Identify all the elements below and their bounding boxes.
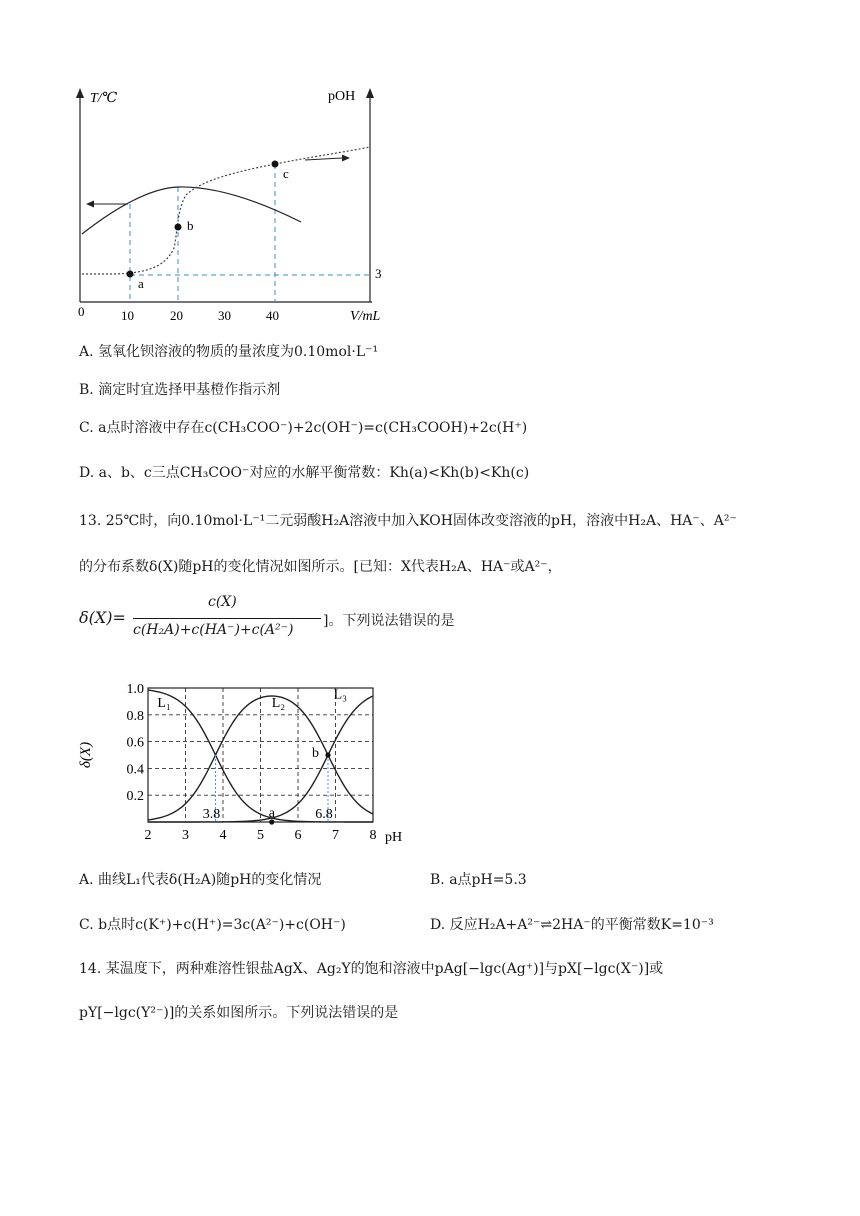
x-tick-40: 40 bbox=[266, 308, 279, 323]
q13-option-c: C. b点时c(K⁺)+c(H⁺)=3c(A²⁻)+c(OH⁻) bbox=[79, 917, 346, 933]
point-b bbox=[325, 752, 330, 757]
x-tick-label: 3 bbox=[182, 828, 189, 843]
x-tick-label: 7 bbox=[332, 828, 339, 843]
y-tick-label: 0.8 bbox=[126, 708, 144, 724]
right-tick-3: 3 bbox=[375, 266, 382, 281]
q13-option-a: A. 曲线L₁代表δ(H₂A)随pH的变化情况 bbox=[79, 872, 322, 888]
point-a-label: a bbox=[138, 276, 144, 291]
q13-formula-fraction-bar bbox=[133, 618, 321, 619]
series-label-L3: L₃ bbox=[333, 687, 348, 703]
q12-option-b: B. 滴定时宜选择甲基橙作指示剂 bbox=[79, 382, 281, 398]
y-tick-label: 0.4 bbox=[126, 762, 144, 778]
q13-formula-numerator: c(X) bbox=[208, 594, 237, 610]
pka-label: 3.8 bbox=[202, 807, 221, 822]
x-label: V/mL bbox=[350, 309, 381, 324]
q13-line-2: 的分布系数δ(X)随pH的变化情况如图所示。[已知：X代表H₂A、HA⁻或A²⁻， bbox=[79, 559, 562, 575]
q13-formula-lhs: δ(X)= bbox=[79, 608, 126, 627]
q13-option-b: B. a点pH=5.3 bbox=[430, 872, 527, 888]
y-left-label: T/℃ bbox=[90, 91, 118, 106]
q13-formula-denominator: c(H₂A)+c(HA⁻)+c(A²⁻) bbox=[133, 622, 294, 638]
distribution-chart bbox=[70, 672, 420, 852]
series-label-L1: L₁ bbox=[157, 695, 171, 711]
x-axis-label: pH bbox=[385, 830, 403, 845]
x-tick-label: 2 bbox=[144, 828, 152, 843]
point-c-label: c bbox=[283, 166, 289, 181]
q13-formula-tail: ]。下列说法错误的是 bbox=[323, 613, 455, 629]
q14-line-1: 14. 某温度下，两种难溶性银盐AgX、Ag₂Y的饱和溶液中pAg[−lgc(Ag⁺)]与pX[−lgc(X⁻)]或 bbox=[79, 961, 664, 977]
y-tick-label: 0.2 bbox=[126, 789, 144, 805]
titration-figure bbox=[60, 80, 390, 330]
point-b-label: b bbox=[312, 746, 319, 761]
y-right-label: pOH bbox=[328, 89, 356, 104]
series-label-L2: L₂ bbox=[271, 695, 286, 711]
y-tick-label: 0.6 bbox=[126, 735, 144, 751]
x-tick-20: 20 bbox=[170, 308, 183, 323]
x-tick-10: 10 bbox=[121, 308, 134, 323]
y-axis-label: δ(X) bbox=[78, 741, 94, 769]
x-tick-label: 6 bbox=[294, 828, 302, 843]
pka-label: 6.8 bbox=[315, 807, 333, 822]
q12-option-d: D. a、b、c三点CH₃COO⁻对应的水解平衡常数：Kh(a)<Kh(b)<Kh(c) bbox=[79, 465, 530, 481]
q13-option-d: D. 反应H₂A+A²⁻⇌2HA⁻的平衡常数K=10⁻³ bbox=[430, 917, 714, 933]
x-tick-label: 5 bbox=[257, 828, 264, 843]
y-tick-label: 1.0 bbox=[126, 682, 144, 697]
x-tick-label: 4 bbox=[219, 828, 227, 843]
q12-option-a: A. 氢氧化钡溶液的物质的量浓度为0.10mol·L⁻¹ bbox=[79, 344, 379, 360]
x-tick-label: 8 bbox=[369, 828, 377, 843]
q13-line-1: 13. 25℃时，向0.10mol·L⁻¹二元弱酸H₂A溶液中加入KOH固体改变溶液的pH，溶液中H₂A、HA⁻、A²⁻ bbox=[79, 513, 737, 529]
q14-line-2: pY[−lgc(Y²⁻)]的关系如图所示。下列说法错误的是 bbox=[79, 1005, 399, 1021]
x-tick-30: 30 bbox=[218, 308, 231, 323]
q12-option-c: C. a点时溶液中存在c(CH₃COO⁻)+2c(OH⁻)=c(CH₃COOH)+2c(H⁺) bbox=[79, 420, 528, 436]
point-b-label: b bbox=[187, 218, 194, 233]
x-tick-0: 0 bbox=[78, 304, 85, 319]
point-a-label: a bbox=[268, 806, 275, 821]
